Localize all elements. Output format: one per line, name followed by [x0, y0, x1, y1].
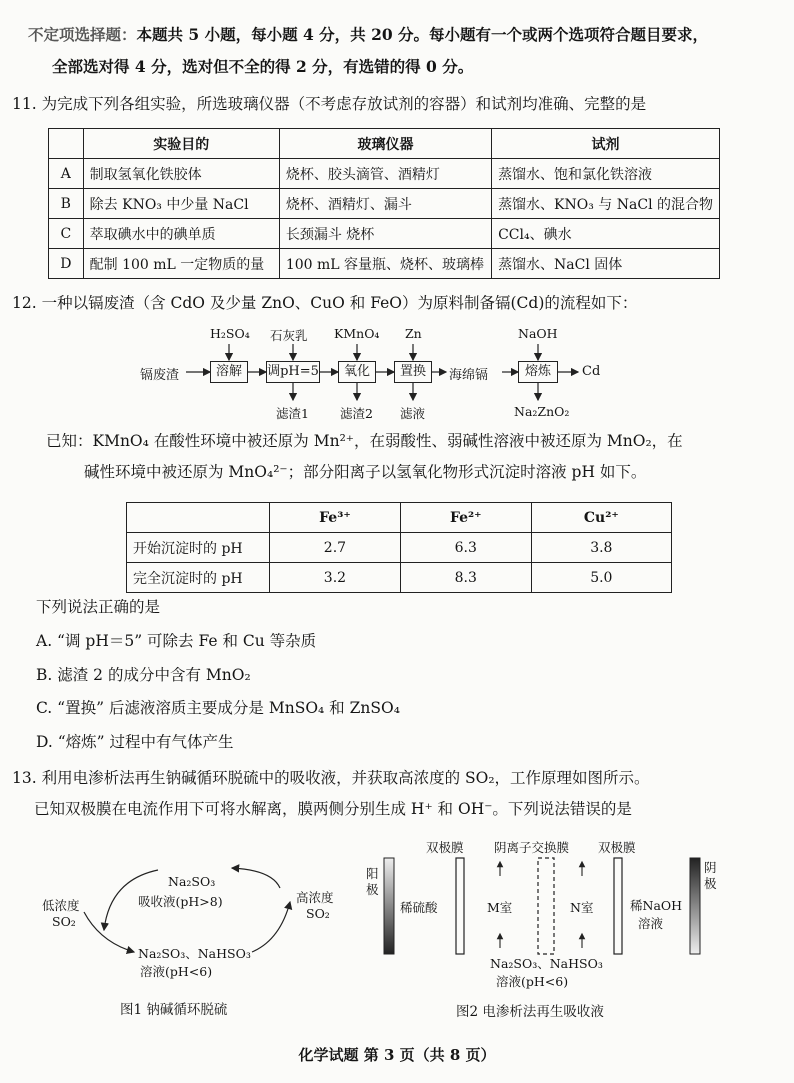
flow-step-replace: 置换	[394, 361, 432, 383]
fig2-bipolar-membrane-right: 双极膜	[598, 840, 636, 855]
q12-option-a: A. “调 pH＝5” 可除去 Fe 和 Cu 等杂质	[36, 632, 317, 650]
flow-middle-label: 海绵镉	[449, 368, 489, 383]
reagent-label: 石灰乳	[270, 328, 308, 343]
table-header-row: 实验目的 玻璃仪器 试剂	[49, 129, 720, 159]
table-row: 完全沉淀时的 pH 3.2 8.3 5.0	[127, 563, 672, 593]
fig1-caption: 图1 钠碱循环脱硫	[120, 1002, 228, 1018]
fig2-anode-label: 阳 极	[366, 866, 379, 897]
q11-stem: 11. 为完成下列各组实验，所选玻璃仪器（不考虑存放试剂的容器）和试剂均准确、完整的是	[12, 95, 647, 113]
q12-known-line2: 碱性环境中被还原为 MnO₄²⁻；部分阳离子以氢氧化物形式沉淀时溶液 pH 如下。	[84, 463, 647, 481]
reagent-label: NaOH	[518, 326, 558, 341]
flow-step-smelt: 熔炼	[518, 361, 558, 383]
output-label: 滤液	[400, 406, 426, 421]
fig1-left-label: SO₂	[52, 914, 76, 929]
fig1-left-label: 低浓度	[42, 898, 80, 913]
fig1-bottom-label: Na₂SO₃、NaHSO₃	[138, 946, 251, 961]
q12-known-line1: 已知：KMnO₄ 在酸性环境中被还原为 Mn²⁺，在弱酸性、弱碱性溶液中被还原为 MnO₂，在	[46, 432, 683, 450]
section-header-line1: 不定项选择题：本题共 5 小题，每小题 4 分，共 20 分。每小题有一个或两个选项符合题目要求，	[28, 25, 709, 44]
table-row: A 制取氢氧化铁胶体 烧杯、胶头滴管、酒精灯 蒸馏水、饱和氯化铁溶液	[49, 159, 720, 189]
q13-stem-line2: 已知双极膜在电流作用下可将水解离，膜两侧分别生成 H⁺ 和 OH⁻。下列说法错误的是	[34, 800, 632, 818]
q12-flow-chart	[0, 320, 794, 424]
table-row: C 萃取碘水中的碘单质 长颈漏斗 烧杯 CCl₄、碘水	[49, 219, 720, 249]
flow-step-dissolve: 溶解	[210, 361, 248, 383]
fig2-bipolar-membrane-left: 双极膜	[426, 840, 464, 855]
fig2-feed-label: Na₂SO₃、NaHSO₃	[490, 956, 603, 971]
table-row: B 除去 KNO₃ 中少量 NaCl 烧杯、酒精灯、漏斗 蒸馏水、KNO₃ 与 NaCl 的混合物	[49, 189, 720, 219]
output-label: Na₂ZnO₂	[514, 404, 570, 419]
fig1-bottom-label: 溶液(pH<6)	[140, 964, 213, 979]
fig2-naoh-label: 溶液	[638, 916, 664, 931]
q12-option-c: C. “置换” 后滤液溶质主要成分是 MnSO₄ 和 ZnSO₄	[36, 699, 400, 717]
q12-option-b: B. 滤渣 2 的成分中含有 MnO₂	[36, 666, 251, 684]
output-label: 滤渣2	[340, 406, 373, 421]
fig1-right-label: SO₂	[306, 906, 330, 921]
flow-end-label: Cd	[582, 364, 601, 379]
fig1-right-label: 高浓度	[296, 890, 334, 905]
reagent-label: Zn	[405, 326, 422, 341]
fig2-anion-membrane: 阴离子交换膜	[494, 840, 570, 855]
fig1-top-label: Na₂SO₃	[168, 874, 216, 889]
section-header-line2: 全部选对得 4 分，选对但不全的得 2 分，有选错的得 0 分。	[52, 57, 474, 76]
fig2-dilute-acid-label: 稀硫酸	[400, 900, 438, 915]
figure-1	[0, 840, 360, 1030]
section-header-lead: 不定项选择题：	[28, 25, 137, 44]
flow-start-label: 镉废渣	[140, 368, 180, 383]
figure-2	[366, 836, 790, 1032]
ph-table	[126, 502, 672, 593]
q12-stem: 12. 一种以镉废渣（含 CdO 及少量 ZnO、CuO 和 FeO）为原料制备镉(Cd)的流程如下：	[12, 294, 638, 312]
page-footer: 化学试题 第 3 页（共 8 页）	[298, 1046, 496, 1064]
output-label: 滤渣1	[276, 406, 309, 421]
fig2-feed-label: 溶液(pH<6)	[496, 974, 569, 989]
fig2-caption: 图2 电渗析法再生吸收液	[456, 1004, 604, 1020]
reagent-label: KMnO₄	[334, 326, 380, 341]
q11-table	[48, 128, 720, 279]
flow-step-adjust-ph: 调pH=5	[266, 361, 320, 383]
fig2-cathode-label: 阴 极	[704, 860, 717, 891]
table-row: 开始沉淀时的 pH 2.7 6.3 3.8	[127, 533, 672, 563]
table-row: D 配制 100 mL 一定物质的量 100 mL 容量瓶、烧杯、玻璃棒 蒸馏水、NaCl 固体	[49, 249, 720, 279]
fig1-top-label: 吸收液(pH>8)	[138, 894, 223, 909]
q12-question: 下列说法正确的是	[36, 598, 161, 616]
flow-step-oxidize: 氧化	[338, 361, 376, 383]
fig2-n-room-label: N室	[570, 900, 594, 915]
q13-stem-line1: 13. 利用电渗析法再生钠碱循环脱硫中的吸收液，并获取高浓度的 SO₂，工作原理如图所示。	[12, 769, 650, 787]
fig2-naoh-label: 稀NaOH	[630, 898, 683, 913]
q12-option-d: D. “熔炼” 过程中有气体产生	[36, 733, 234, 751]
fig2-m-room-label: M室	[487, 900, 513, 915]
table-header-row: Fe³⁺ Fe²⁺ Cu²⁺	[127, 503, 672, 533]
reagent-label: H₂SO₄	[210, 326, 250, 341]
